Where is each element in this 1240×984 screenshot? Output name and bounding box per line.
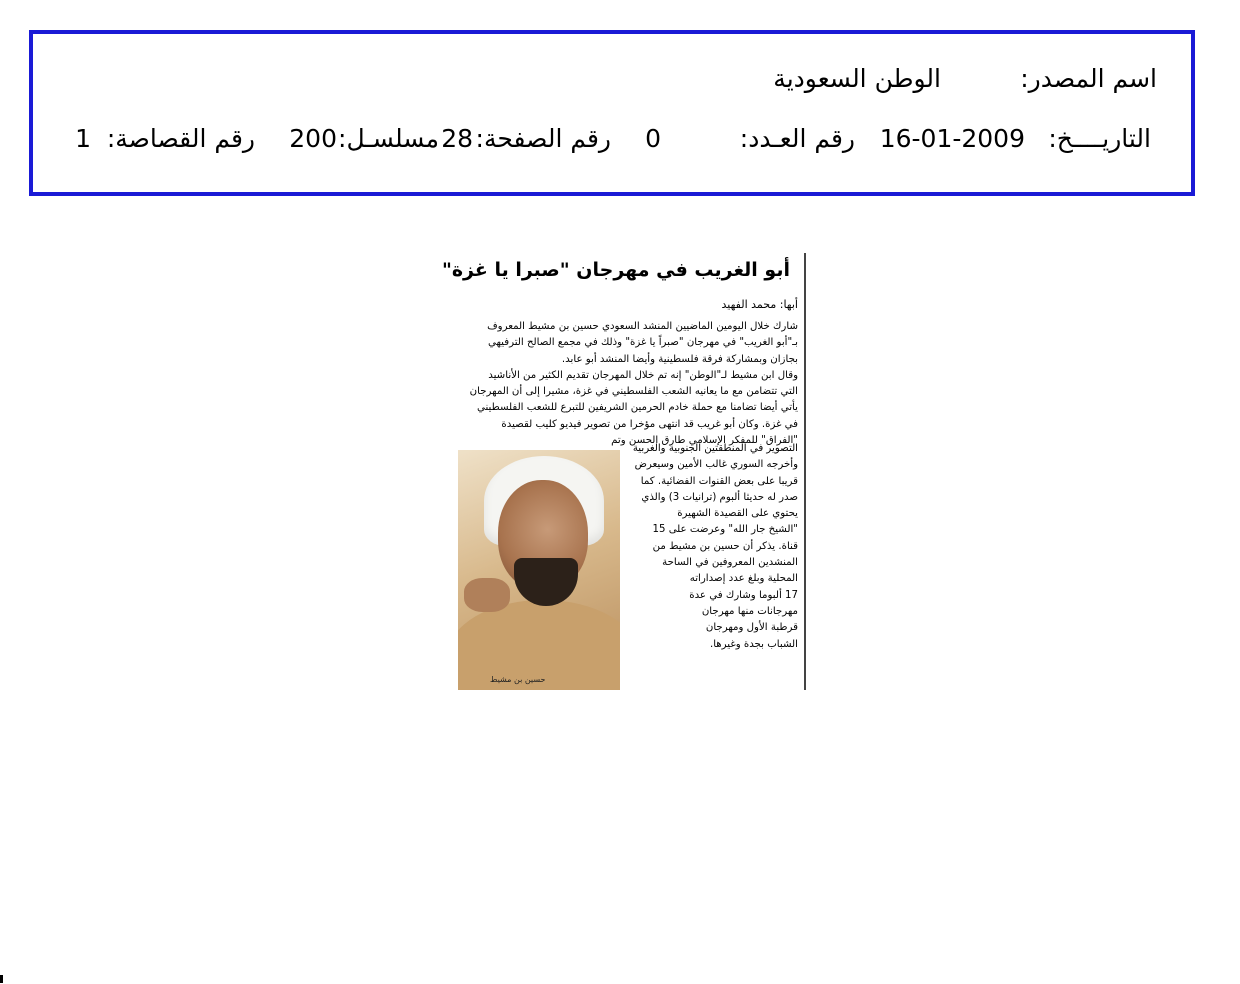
body-line: بـ"أبو الغريب" في مهرجان "صبراً يا غزة" وذلك في مجمع الصالح الترفيهي	[487, 337, 798, 349]
body-line: قريبا على بعض القنوات الفضائية. كما	[640, 475, 798, 487]
body-line: يحتوي على القصيدة الشهيرة	[677, 508, 798, 520]
body-line: بجازان وبمشاركة فرقة فلسطينية وأيضا المنشد أبو عابد.	[561, 353, 798, 365]
body-line: مهرجانات منها مهرجان	[701, 605, 798, 617]
article-byline: أبها: محمد الفهيد	[721, 298, 798, 311]
body-line: في غزة. وكان أبو غريب قد انتهى مؤخرا من تصوير فيديو كليب لقصيدة	[501, 418, 798, 430]
body-line: التي تتضامن مع ما يعانيه الشعب الفلسطيني في غزة، مشيرا إلى أن المهرجان	[469, 386, 798, 398]
clip-number-label: رقم القصاصة:	[106, 124, 255, 153]
page-label: رقم الصفحة:	[475, 124, 611, 153]
photo-caption: حسين بن مشيط	[490, 675, 546, 684]
body-line: قناة. يذكر أن حسين بن مشيط من	[652, 540, 798, 552]
source-label: اسم المصدر:	[1020, 64, 1157, 93]
serial-value: 200	[289, 124, 337, 153]
body-line: "الشيخ جار الله" وعرضت على 15	[652, 524, 798, 536]
source-value: الوطن السعودية	[773, 64, 941, 93]
article-headline: أبو الغريب في مهرجان "صبرا يا غزة"	[441, 259, 790, 281]
body-line: يأتي أيضا تضامنا مع حملة خادم الحرمين الشريفين للتبرع للشعب الفلسطيني	[476, 402, 798, 414]
newspaper-clipping	[441, 253, 806, 690]
clipping-info-box	[29, 30, 1195, 196]
issue-value: 0	[645, 124, 661, 153]
body-line: وقال ابن مشيط لـ"الوطن" إنه تم خلال المهرجان تقديم الكثير من الأناشيد	[488, 369, 798, 381]
body-line: شارك خلال اليومين الماضيين المنشد السعودي حسين بن مشيط المعروف	[487, 321, 798, 332]
body-line: المحلية وبلغ عدد إصداراته	[689, 573, 798, 585]
photo-hand	[464, 578, 510, 612]
body-line: قرطبة الأول ومهرجان	[705, 622, 798, 634]
serial-label: مسلسـل:	[338, 124, 439, 153]
body-line: الشباب بجدة وغيرها.	[709, 638, 798, 650]
page-corner-mark	[0, 975, 3, 983]
date-label: التاريــــخ:	[1048, 124, 1151, 153]
body-line: 17 ألبوما وشارك في عدة	[689, 589, 798, 601]
photo-beard	[514, 558, 578, 606]
page-value: 28	[441, 124, 473, 153]
clip-number-value: 1	[75, 124, 91, 153]
singer-photo	[458, 450, 620, 690]
body-line: وأخرجه السوري غالب الأمين وسيعرض	[634, 459, 798, 471]
column-rule	[804, 253, 806, 690]
body-line: التصوير في المنطقتين الجنوبية والغربية	[632, 443, 798, 454]
article-body-wrap	[608, 441, 798, 653]
body-line: "الفراق" للمفكر الإسلامي طارق الحسن وتم	[611, 435, 798, 447]
date-value: 16-01-2009	[879, 124, 1025, 153]
article-body-top	[468, 319, 798, 449]
body-line: المنشدين المعروفين في الساحة	[662, 557, 798, 569]
body-line: صدر له حديثا ألبوم (ترانيات 3) والذي	[641, 491, 798, 503]
issue-label: رقم العـدد:	[739, 124, 855, 153]
